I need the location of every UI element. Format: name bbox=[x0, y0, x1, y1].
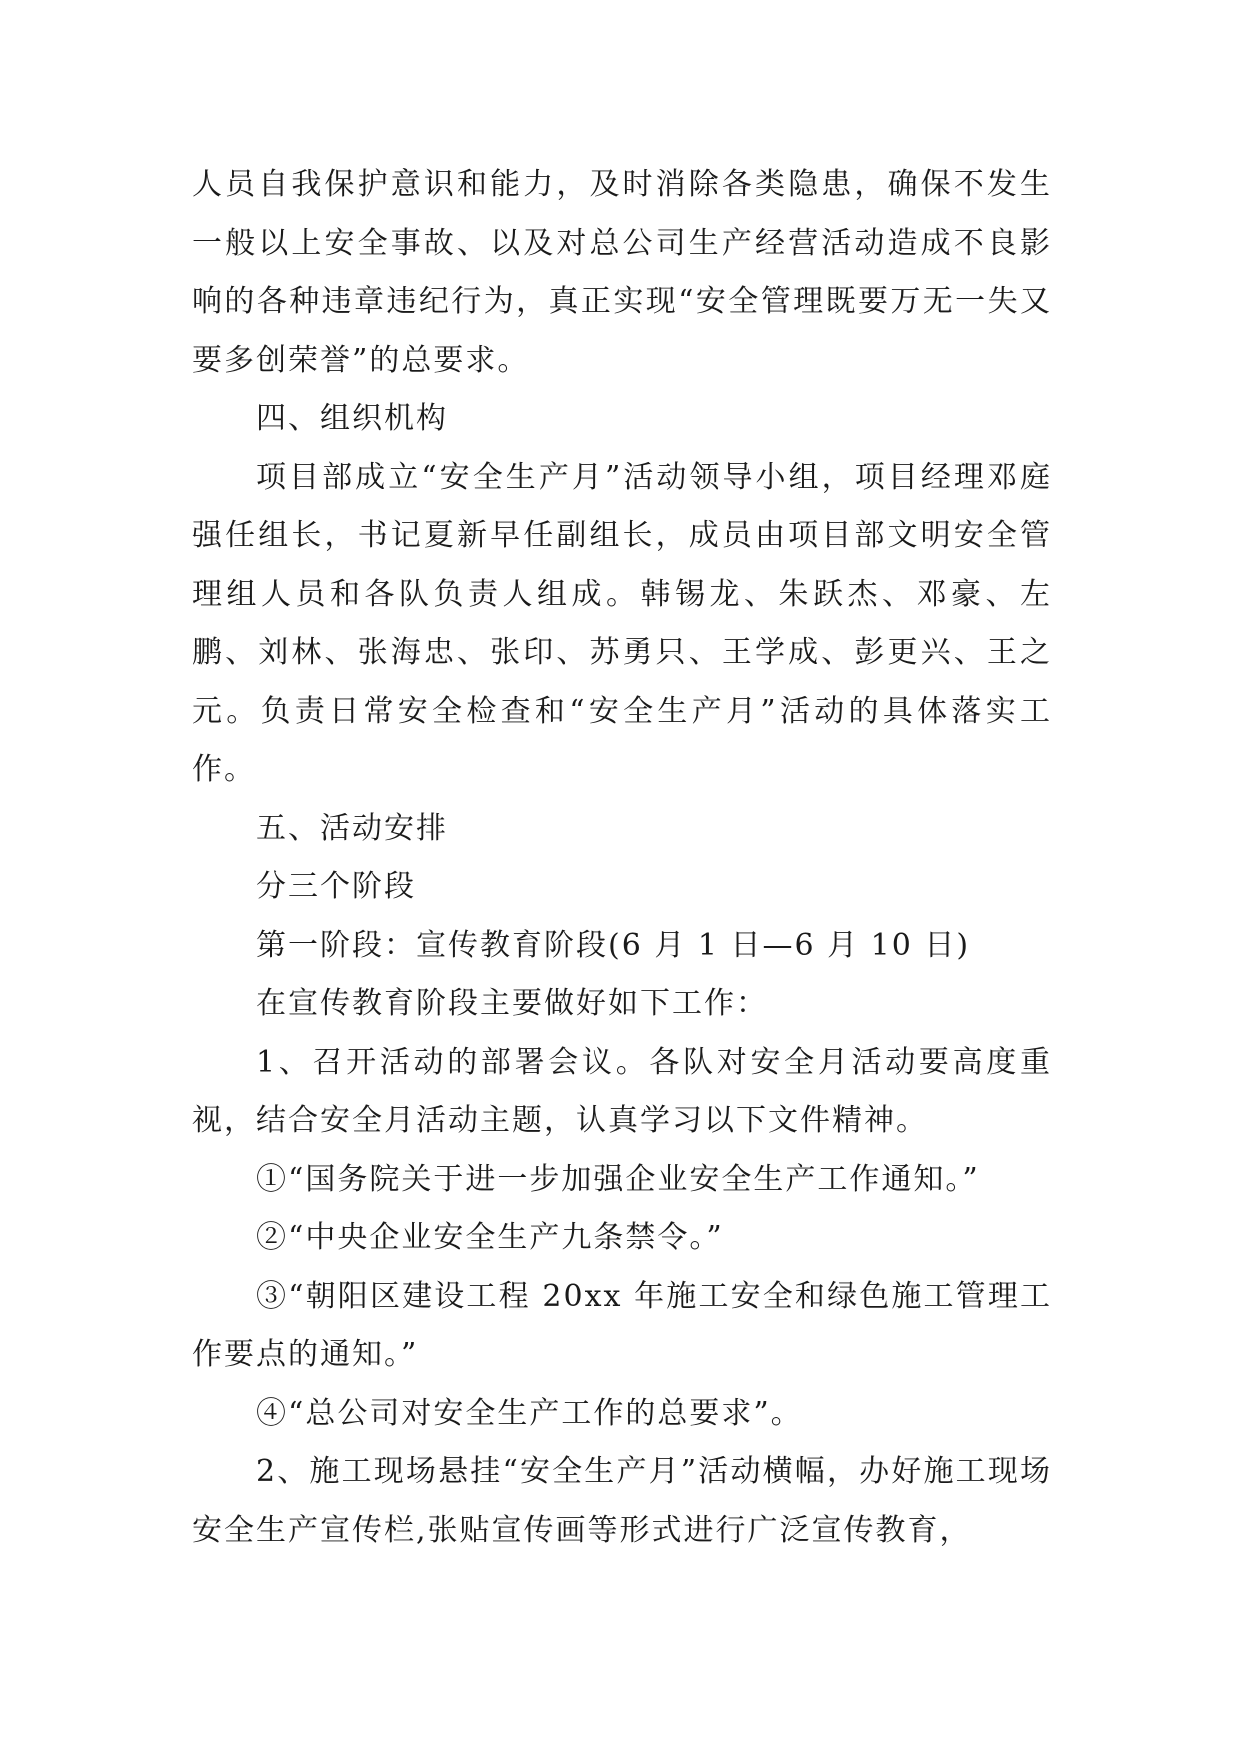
heading-organization: 四、组织机构 bbox=[256, 401, 448, 436]
paragraph-leadership-group: 项目部成立“安全生产月”活动领导小组，项目经理邓庭强任组长，书记夏新早任副组长，成员由项目部文明安全管理组人员和各队负责人组成。韩锡龙、朱跃杰、邓豪、左鹏、刘林、张海忠、张印、苏勇只、王学成、彭更兴、王之元。负责日常安全检查和“安全生产月”活动的具体落实工作。 bbox=[192, 459, 1052, 787]
list-item-doc-3: ③“朝阳区建设工程 20xx 年施工安全和绿色施工管理工作要点的通知。” bbox=[192, 1278, 1052, 1372]
document-body bbox=[192, 156, 1052, 1560]
heading-activity-schedule: 五、活动安排 bbox=[256, 810, 448, 846]
list-item-doc-2: ②“中央企业安全生产九条禁令。” bbox=[256, 1220, 724, 1255]
list-item-doc-1: ①“国务院关于进一步加强企业安全生产工作通知。” bbox=[256, 1161, 980, 1197]
paragraph-three-phases: 分三个阶段 bbox=[256, 869, 416, 904]
paragraph-phase-one-intro: 在宣传教育阶段主要做好如下工作： bbox=[256, 986, 768, 1021]
list-item-meeting: 1、召开活动的部署会议。各队对安全月活动要高度重视，结合安全月活动主题，认真学习以下文件精神。 bbox=[192, 1044, 1052, 1138]
list-item-banners: 2、施工现场悬挂“安全生产月”活动横幅，办好施工现场安全生产宣传栏,张贴宣传画等形式进行广泛宣传教育， bbox=[192, 1454, 1052, 1548]
paragraph-phase-one: 第一阶段：宣传教育阶段(6 月 1 日—6 月 10 日) bbox=[256, 927, 971, 963]
paragraph-safety-goal: 人员自我保护意识和能力，及时消除各类隐患，确保不发生一般以上安全事故、以及对总公司生产经营活动造成不良影响的各种违章违纪行为，真正实现“安全管理既要万无一失又要多创荣誉”的总要求。 bbox=[192, 167, 1052, 378]
list-item-doc-4: ④“总公司对安全生产工作的总要求”。 bbox=[256, 1395, 803, 1431]
